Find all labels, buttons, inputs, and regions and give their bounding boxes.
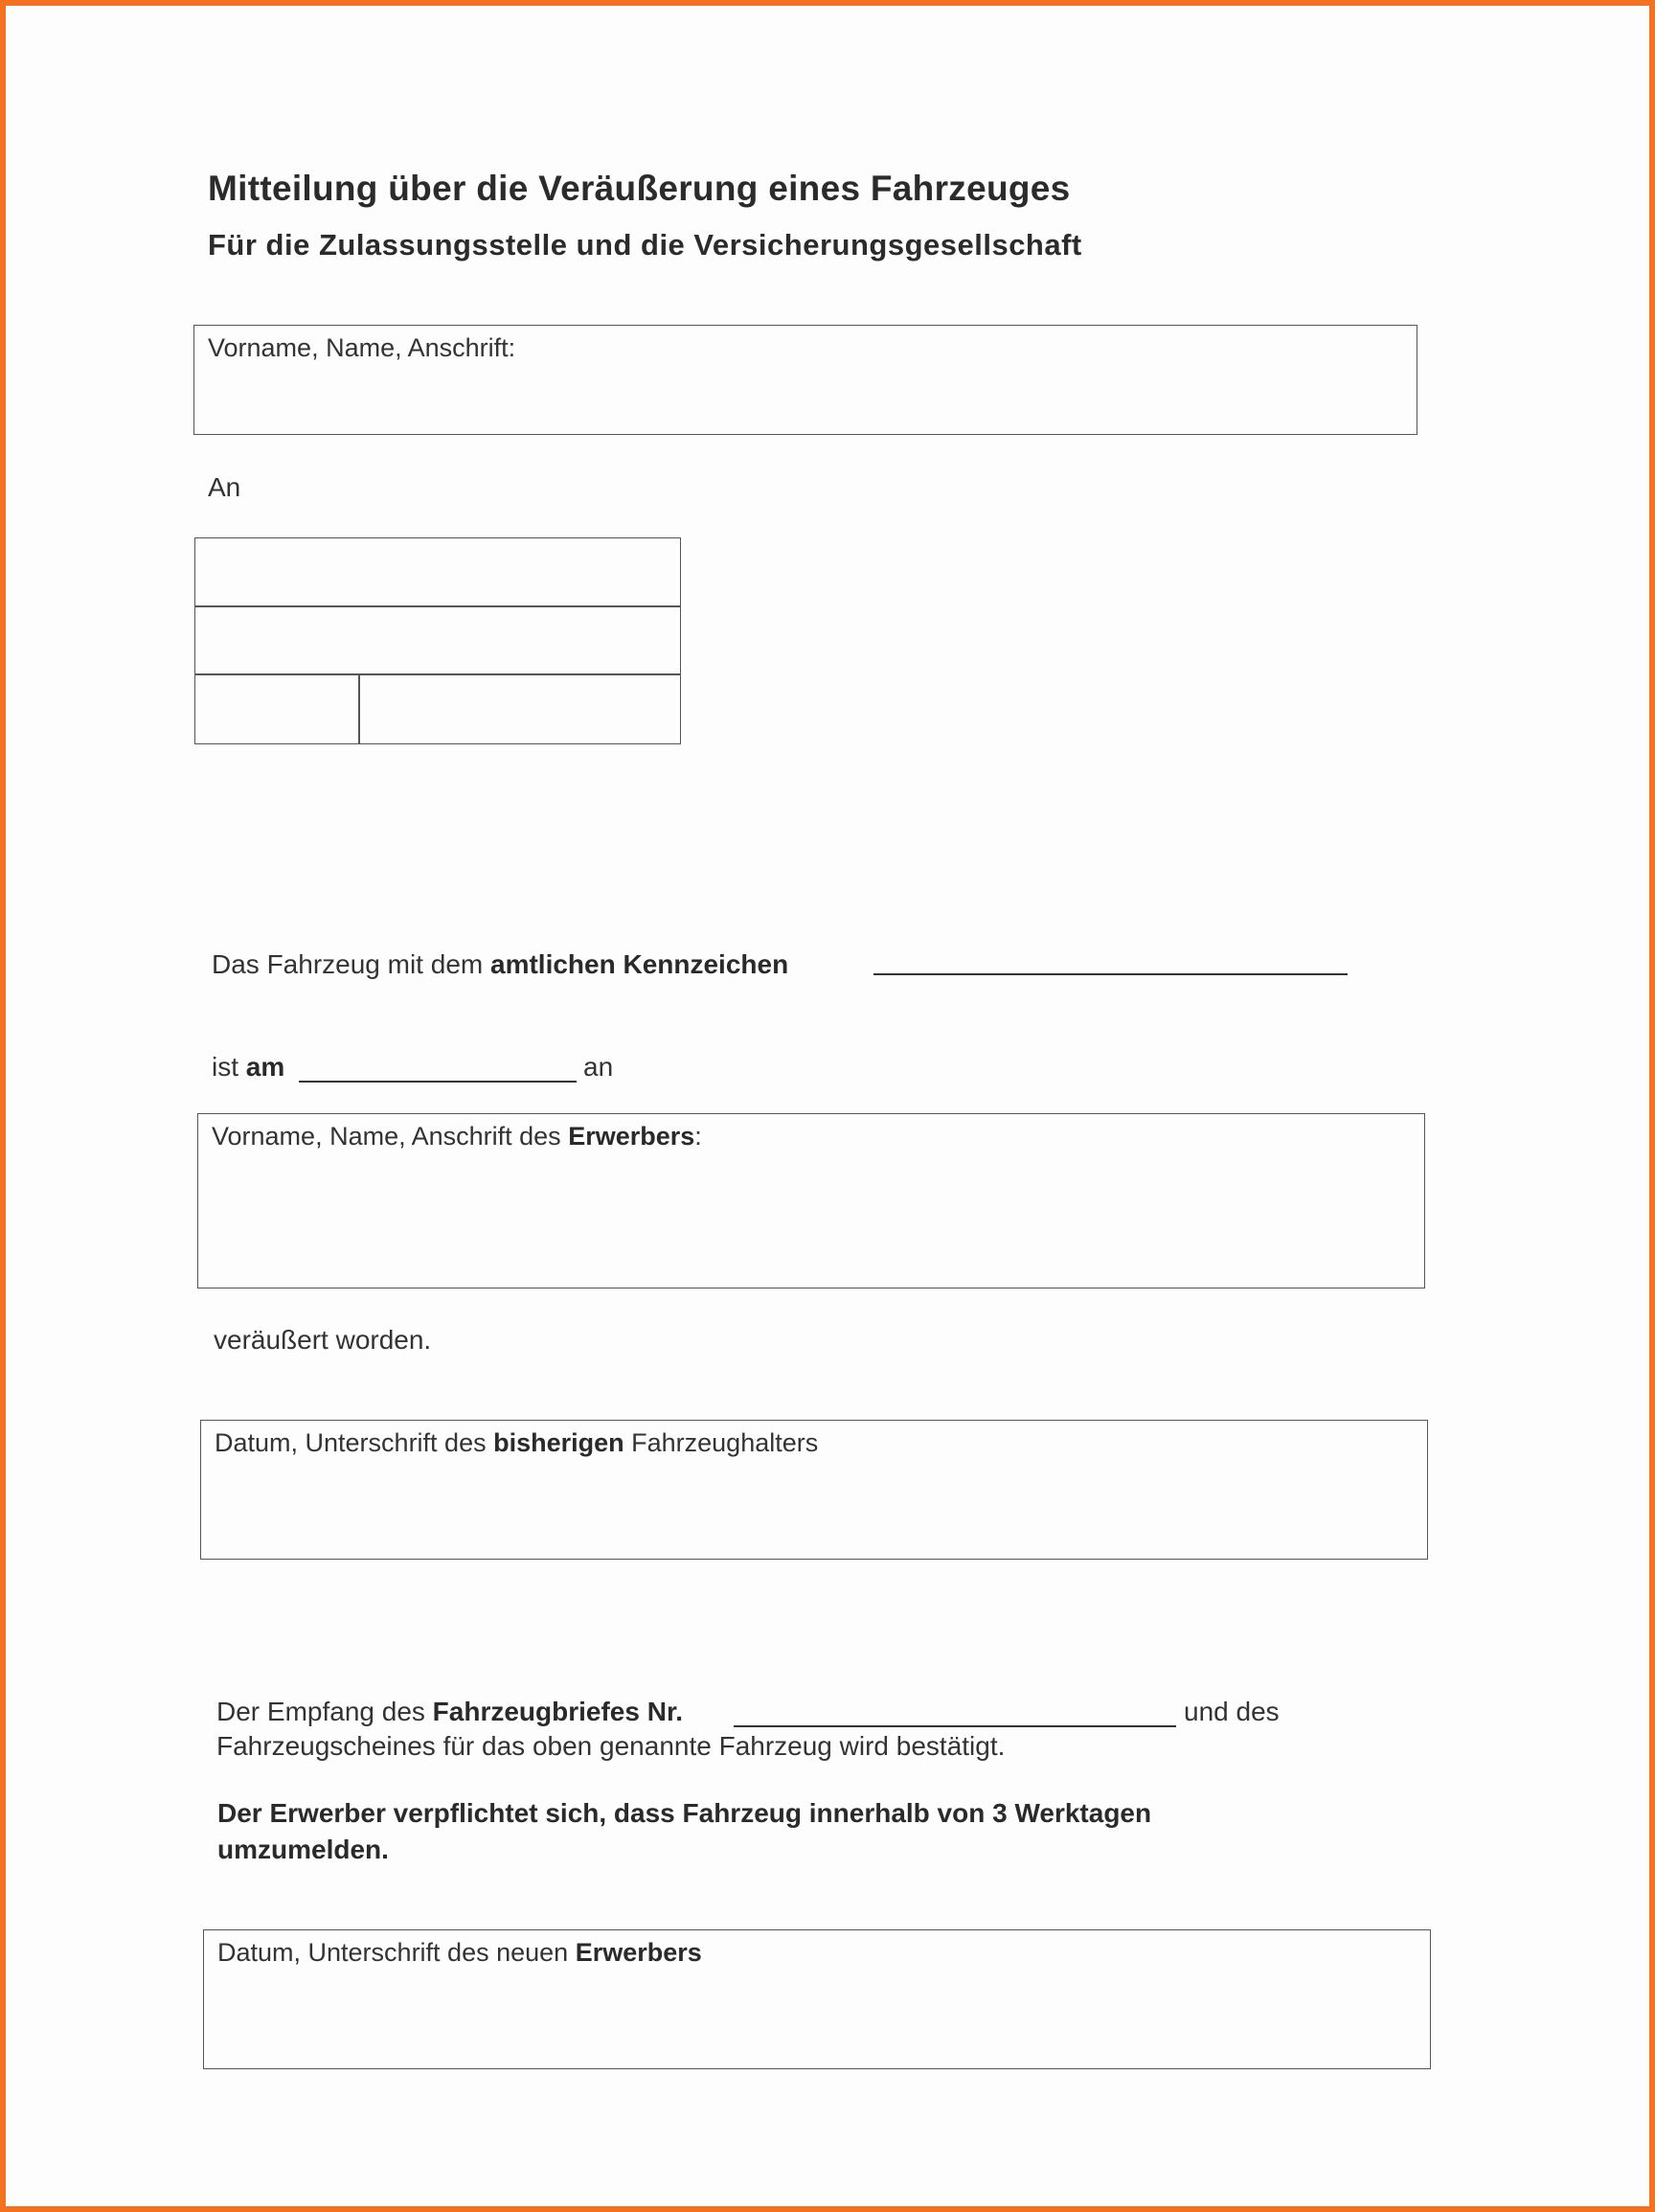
buyer-signature-label-bold: Erwerbers — [575, 1938, 702, 1967]
buyer-address-label-suffix: : — [694, 1122, 702, 1151]
sale-date-input-line[interactable] — [299, 1081, 577, 1083]
receipt-line-2: Fahrzeugscheines für das oben genannte Fahrzeug wird bestätigt. — [216, 1731, 1006, 1761]
recipient-postcode-field[interactable] — [194, 673, 360, 744]
date-sentence-start — [212, 1052, 284, 1083]
buyer-address-label-prefix: Vorname, Name, Anschrift des — [212, 1122, 569, 1151]
recipient-line-2[interactable] — [194, 605, 681, 675]
seller-signature-label-prefix: Datum, Unterschrift des — [215, 1428, 494, 1457]
buyer-signature-label — [217, 1938, 702, 1968]
form-title: Mitteilung über die Veräußerung eines Fahrzeuges — [208, 169, 1071, 208]
buyer-address-label-bold: Erwerbers — [568, 1122, 695, 1151]
receipt-prefix: Der Empfang des — [216, 1697, 433, 1726]
license-plate-input-line[interactable] — [873, 973, 1348, 975]
buyer-signature-label-prefix: Datum, Unterschrift des neuen — [217, 1938, 576, 1967]
obligation-line-1: Der Erwerber verpflichtet sich, dass Fahrzeug innerhalb von 3 Werktagen — [217, 1798, 1152, 1828]
date-sentence-suffix: an — [583, 1052, 614, 1082]
seller-signature-field[interactable] — [200, 1420, 1428, 1560]
seller-signature-label-suffix: Fahrzeughalters — [623, 1428, 819, 1457]
buyer-address-field[interactable] — [197, 1113, 1425, 1288]
buyer-address-label — [212, 1122, 702, 1152]
receipt-sentence-start — [216, 1697, 683, 1727]
seller-address-field[interactable] — [193, 325, 1417, 435]
buyer-signature-field[interactable] — [203, 1929, 1431, 2069]
plate-sentence-bold: amtlichen Kennzeichen — [490, 949, 789, 979]
sold-text: veräußert worden. — [214, 1325, 432, 1355]
form-subtitle: Für die Zulassungsstelle und die Versicherungsgesellschaft — [208, 228, 1082, 262]
vehicle-title-number-input-line[interactable] — [734, 1725, 1176, 1727]
plate-sentence-prefix: Das Fahrzeug mit dem — [212, 949, 490, 979]
receipt-bold: Fahrzeugbriefes Nr. — [432, 1697, 684, 1726]
seller-signature-label — [215, 1428, 818, 1458]
seller-signature-label-bold: bisherigen — [493, 1428, 624, 1457]
date-sentence-prefix: ist — [212, 1052, 246, 1082]
plate-sentence — [212, 949, 788, 980]
recipient-label: An — [208, 472, 241, 502]
receipt-suffix: und des — [1184, 1697, 1280, 1726]
obligation-line-2: umzumelden. — [217, 1835, 389, 1864]
recipient-line-1[interactable] — [194, 537, 681, 607]
seller-address-label: Vorname, Name, Anschrift: — [208, 333, 516, 362]
recipient-city-field[interactable] — [358, 673, 681, 744]
date-sentence-bold: am — [245, 1052, 285, 1082]
